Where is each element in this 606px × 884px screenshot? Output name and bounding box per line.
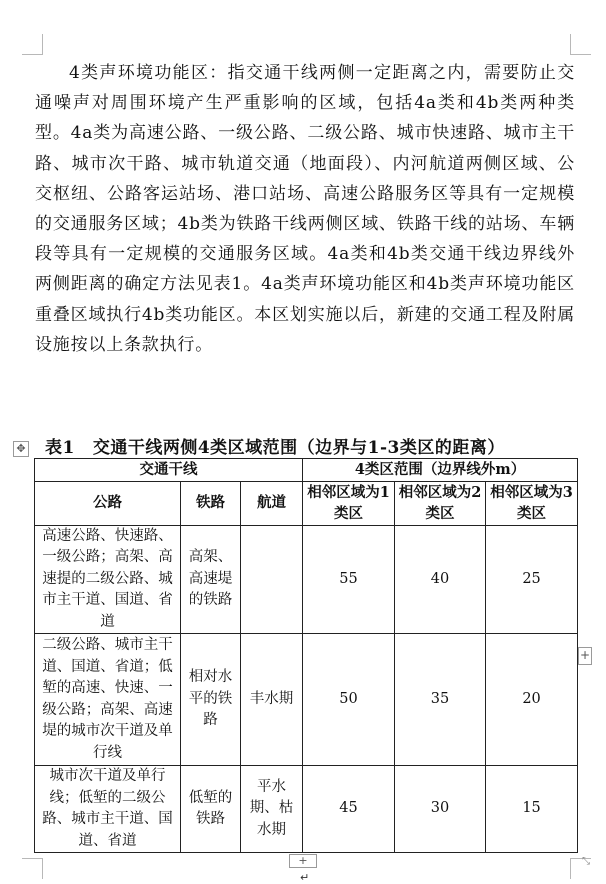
crop-mark-top-right — [570, 34, 591, 55]
cell-distance-class-3: 15 — [486, 766, 578, 853]
header-waterway: 航道 — [241, 481, 303, 525]
cell-distance-class-1: 55 — [303, 525, 395, 634]
table-group-header-row — [35, 459, 578, 482]
resize-diagonal-icon[interactable]: ⤡ — [582, 856, 590, 867]
header-adjacent-class-3: 相邻区域为3类区 — [486, 481, 578, 525]
cell-distance-class-1: 45 — [303, 766, 395, 853]
header-road: 公路 — [35, 481, 181, 525]
table-sub-header-row — [35, 481, 578, 525]
cell-rail: 高架、高速堤的铁路 — [181, 525, 241, 634]
header-adjacent-class-2: 相邻区域为2类区 — [395, 481, 486, 525]
cell-distance-class-2: 40 — [395, 525, 486, 634]
cell-distance-class-3: 20 — [486, 634, 578, 766]
crop-mark-bottom-left — [22, 858, 43, 879]
cell-road: 城市次干道及单行线；低堑的二级公路、城市主干道、国道、省道 — [35, 766, 181, 853]
cell-rail: 相对水平的铁路 — [181, 634, 241, 766]
cell-waterway: 丰水期 — [241, 634, 303, 766]
cell-waterway: 平水期、枯水期 — [241, 766, 303, 853]
header-traffic-lines: 交通干线 — [35, 459, 303, 482]
table-caption — [45, 433, 585, 458]
paragraph-mark-icon: ↵ — [300, 871, 310, 884]
header-rail: 铁路 — [181, 481, 241, 525]
cell-road: 高速公路、快速路、一级公路；高架、高速提的二级公路、城市主干道、国道、省道 — [35, 525, 181, 634]
cell-waterway — [241, 525, 303, 634]
table-row — [35, 634, 578, 766]
crop-mark-top-left — [22, 34, 43, 55]
cell-distance-class-3: 25 — [486, 525, 578, 634]
cell-rail: 低堑的铁路 — [181, 766, 241, 853]
add-column-plus-icon[interactable]: + — [578, 647, 592, 665]
header-zone-range: 4类区范围（边界线外m） — [303, 459, 578, 482]
move-arrows-icon[interactable]: ✥ — [13, 441, 29, 457]
cell-distance-class-2: 35 — [395, 634, 486, 766]
body-paragraph: 4类声环境功能区：指交通干线两侧一定距离之内，需要防止交通噪声对周围环境产生严重影响的区域，包括4a类和4b类两种类型。4a类为高速公路、一级公路、二级公路、城市快速路、城市主干路、城市次干路、城市轨道交通（地面段）、内河航道两侧区域、公交枢纽、公路客运站场、港口站场、高速公路服务区等具有一定规模的交通服务区域；4b类为铁路干线两侧区域、铁路干线的站场、车辆段等具有一定规模的交通服务区域。4a类和4b类交通干线边界线外两侧距离的确定方法见表1。4a类声环境功能区和4b类声环境功能区重叠区域执行4b类功能区。本区划实施以后，新建的交通工程及附属设施按以上条款执行。 — [35, 63, 575, 355]
table-caption-title: 交通干线两侧4类区域范围（边界与1-3类区的距离） — [92, 438, 505, 458]
table-caption-number: 表1 — [45, 438, 75, 458]
table-row — [35, 766, 578, 853]
cell-distance-class-1: 50 — [303, 634, 395, 766]
table-row — [35, 525, 578, 634]
header-adjacent-class-1: 相邻区域为1类区 — [303, 481, 395, 525]
distance-table — [34, 458, 578, 853]
cell-distance-class-2: 30 — [395, 766, 486, 853]
cell-road: 二级公路、城市主干道、国道、省道；低堑的高速、快速、一级公路；高架、高速堤的城市次干道及单行线 — [35, 634, 181, 766]
add-row-plus-icon[interactable]: + — [289, 854, 317, 868]
